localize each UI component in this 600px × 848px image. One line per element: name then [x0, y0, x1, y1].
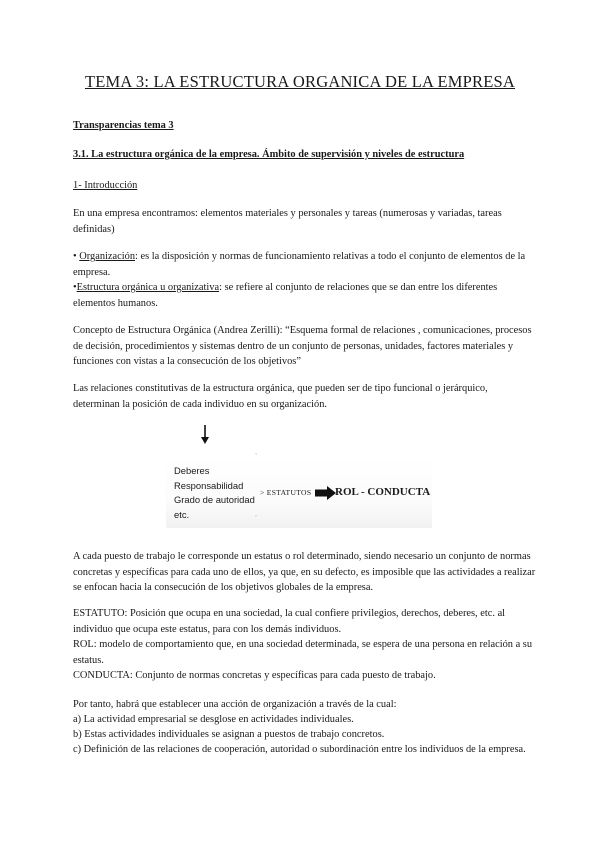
estatutos-label: > ESTATUTOS	[260, 488, 312, 497]
diagram-item: Deberes	[174, 465, 210, 476]
rol-conducta-label: ROL - CONDUCTA	[335, 486, 431, 498]
list-item-b: b) Estas actividades individuales se asignan a puestos de trabajo concretos.	[73, 729, 385, 740]
bullet-icon: •	[73, 251, 77, 262]
por-tanto-paragraph: Por tanto, habrá que establecer una acción de organización a través de la cual:	[73, 699, 397, 710]
intro-heading: 1- Introducción	[73, 180, 138, 191]
diagram-item: Responsabilidad	[174, 479, 244, 491]
diagram-item: etc.	[174, 508, 190, 520]
organizacion-term: Organización	[79, 251, 136, 262]
organizacion-definition	[73, 249, 533, 280]
estructura-text: : se refiere al conjunto de relaciones que se dan entre los diferentes elementos humanos.	[73, 282, 498, 309]
concept-paragraph: Concepto de Estructura Orgánica (Andrea Zerilli): “Esquema formal de relaciones , comunicaciones, procesos de decisión, procedimientos y sistemas dentro de un conjunto de personas, unidades, factores materiales y funciones con vistas a la consecución de los objetivos”	[73, 325, 532, 367]
rol-definition: ROL: modelo de comportamiento que, en una sociedad determinada, se espera de una persona en relación a su estatus.	[73, 639, 533, 666]
list-item-c: c) Definición de las relaciones de cooperación, autoridad o subordinación entre los individuos de la empresa.	[73, 744, 526, 755]
diagram-mark: `	[255, 454, 258, 461]
organizacion-text: : es la disposición y normas de funcionamiento relativas a todo el conjunto de elementos de la empresa.	[73, 251, 526, 278]
puesto-paragraph: A cada puesto de trabajo le corresponde un estatus o rol determinado, siendo necesario un conjunto de normas concretas y específicas para cada uno de ellos, ya que, en su defecto, es imposible que las actividades a realizar se enfocan hacia la consecución de los objetivos globales de la empresa.	[73, 551, 536, 593]
estructura-definition	[73, 280, 533, 311]
arrow-down-icon	[197, 424, 213, 446]
diagram-mark: ´	[255, 516, 258, 523]
subtitle: Transparencias tema 3	[73, 120, 174, 131]
estatuto-definition: ESTATUTO: Posición que ocupa en una sociedad, la cual confiere privilegios, derechos, deberes, etc. al individuo que ocupa este estatus, para con los demás individuos.	[73, 608, 506, 635]
estatutos-diagram	[166, 454, 432, 528]
bullet-icon: •	[73, 282, 77, 293]
page-title: TEMA 3: LA ESTRUCTURA ORGANICA DE LA EMPRESA	[84, 72, 516, 91]
estructura-term: Estructura orgánica u organizativa	[76, 282, 220, 293]
diagram-item: Grado de autoridad	[174, 494, 255, 506]
conducta-definition: CONDUCTA: Conjunto de normas concretas y específicas para cada puesto de trabajo.	[73, 670, 436, 681]
relations-paragraph: Las relaciones constitutivas de la estructura orgánica, que pueden ser de tipo funcional o jerárquico, determinan la posición de cada individuo en su organización.	[73, 383, 488, 410]
section-heading: 3.1. La estructura orgánica de la empresa. Ámbito de supervisión y niveles de estructura	[73, 149, 465, 160]
intro-paragraph: En una empresa encontramos: elementos materiales y personales y tareas (numerosas y variadas, tareas definidas)	[73, 208, 502, 235]
list-item-a: a) La actividad empresarial se desglose en actividades individuales.	[73, 714, 354, 725]
diagram-items	[174, 464, 258, 523]
